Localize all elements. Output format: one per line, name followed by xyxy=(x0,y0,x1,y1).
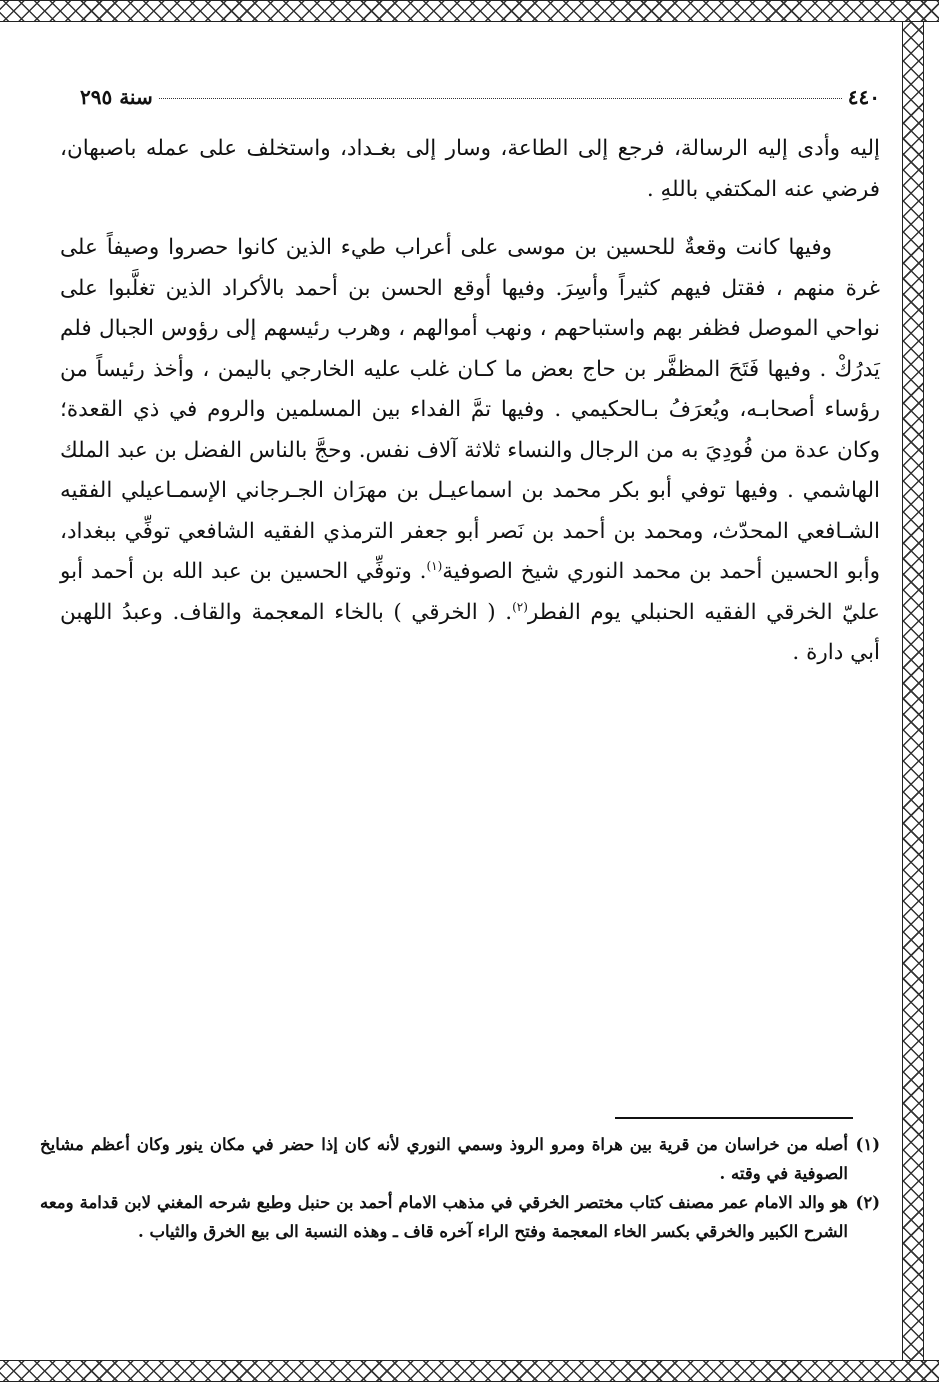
year-label: سنة ٢٩٥ xyxy=(80,85,153,109)
paragraph-1: إليه وأدى إليه الرسالة، فرجع إلى الطاعة، وسار إلى بغـداد، واستخلف على عمله باصبهان، فرضي عنه المكتفي باللهِ . xyxy=(60,136,880,202)
footnote-1-text: أصله من خراسان من قرية بين هراة ومرو الروذ وسمي النوري لأنه كان إذا حضر في مكان ينور وكان أعظم مشايخ الصوفية في وقته . xyxy=(40,1135,848,1183)
paragraph-2-part-2: . وتوفِّي الحسين بن عبد الله بن أحمد أبو عليّ الخرقي الفقيه الحنبلي يوم الفطر xyxy=(60,559,880,625)
decorative-border-bottom xyxy=(0,1360,939,1382)
footnotes xyxy=(40,1130,880,1246)
paragraph-2-part-1: وفيها كانت وقعةٌ للحسين بن موسى على أعراب طيء الذين كانوا حصروا وصيفاً على غرة منهم ، فقتل فيهم كثيراً وأسِرَ. وفيها أوقع الحسن بن أحمد بالأكراد الذين تغلَّبوا على نواحي الموصل فظفر بهم واستباحهم ، ونهب أموالهم ، وهرب رئيسهم إلى رؤوس الجبال فلم يَدرُكْ . وفيها فَتَحَ المظفَّر بن حاج بعض ما كـان غلب عليه الخارجي باليمن ، وأخذ رئيساً من رؤساء أصحابـه، ويُعرَفُ بـالحكيمي . وفيها تمَّ الفداء بين المسلمين والروم في ذي القعدة؛ وكان عدة من فُودِيَ به من الرجال والنساء ثلاثة آلاف نفس. وحجَّ بالناس الفضل بن عبد الملك الهاشمي . وفيها توفي أبو بكر محمد بن اسماعيـل بن مهرَان الجـرجاني الإسمـاعيلي الفقيه الشـافعي المحدّث، ومحمد بن أحمد بن نَصر أبو جعفر الترمذي الفقيه الشافعي توفِّي ببغداد، وأبو الحسين أحمد بن محمد النوري شيخ الصوفية xyxy=(60,235,880,584)
main-text xyxy=(60,129,880,674)
footnote-ref-2[interactable]: (٢) xyxy=(512,599,528,614)
paragraph-2 xyxy=(60,228,880,674)
header-dotted-leader xyxy=(159,98,842,99)
footnote-2-text: هو والد الامام عمر مصنف كتاب مختصر الخرقي في مذهب الامام أحمد بن حنبل وطبع شرحه المغني لابن قدامة ومعه الشرح الكبير والخرقي بكسر الخاء المعجمة وفتح الراء آخره قاف ـ وهذه النسبة الى بيع الخرق والثياب . xyxy=(40,1193,848,1241)
decorative-border-right xyxy=(902,22,924,1360)
decorative-border-top xyxy=(0,0,939,22)
footnote-1 xyxy=(40,1130,880,1188)
page-number: ٤٤٠ xyxy=(847,85,880,109)
footnote-separator xyxy=(615,1117,853,1119)
paragraph-2-part-3: . ( الخرقي ) بالخاء المعجمة والقاف. وعبدُ اللهبن أبي دارة . xyxy=(60,599,880,665)
footnote-2-number: (٢) xyxy=(855,1193,880,1212)
footnote-1-number: (١) xyxy=(855,1135,880,1154)
footnote-ref-1[interactable]: (١) xyxy=(426,558,443,573)
running-header xyxy=(80,85,880,119)
page-content xyxy=(60,85,880,674)
footnote-2 xyxy=(40,1188,880,1246)
